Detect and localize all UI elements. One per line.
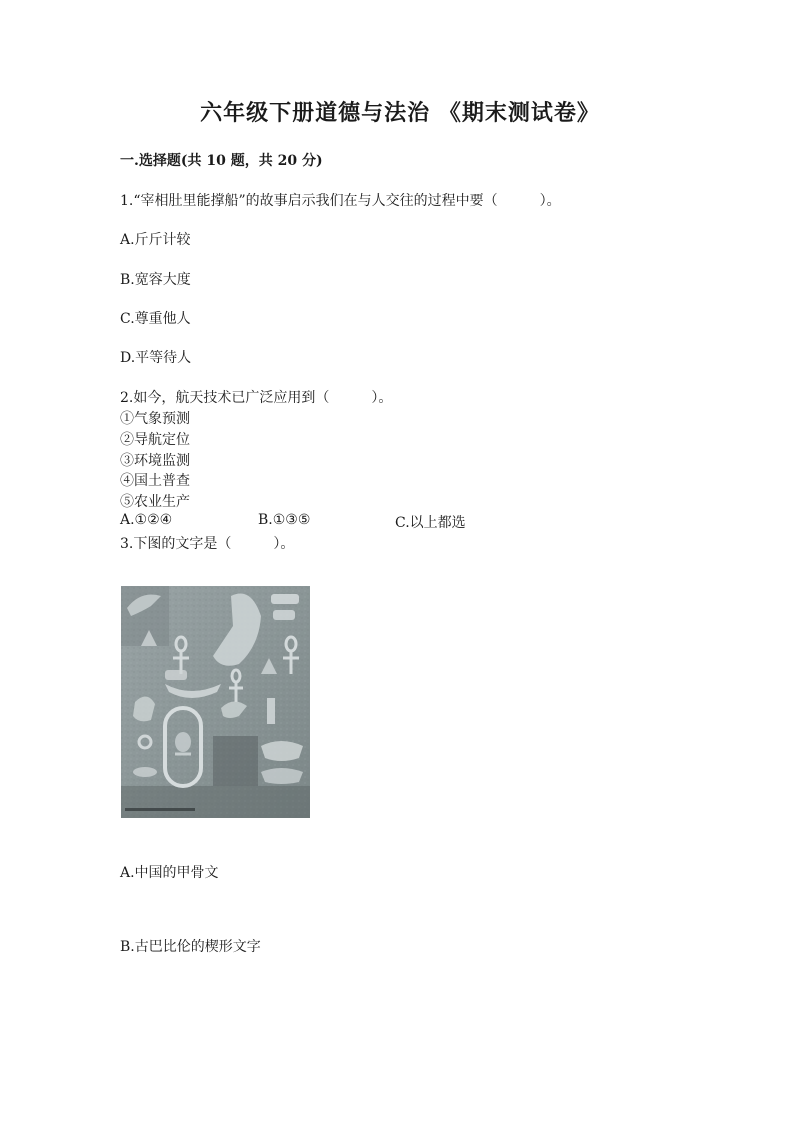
question-2-stem: 2.如今，航天技术已广泛应用到（ ）。 <box>120 390 393 406</box>
question-2-choice-b: B.①③⑤ <box>258 512 311 528</box>
question-2-choice-c: C.以上都选 <box>395 515 466 531</box>
question-3-stem: 3.下图的文字是（ ）。 <box>120 536 295 552</box>
exam-title: 六年级下册道德与法治 《期末测试卷》 <box>200 100 600 126</box>
question-2-item-1: ①气象预测 <box>120 411 190 427</box>
question-2-item-4: ④国土普查 <box>120 473 190 489</box>
question-1-option-a: A.斤斤计较 <box>120 232 191 248</box>
question-3-option-a: A.中国的甲骨文 <box>120 865 219 881</box>
hieroglyph-image <box>121 586 310 818</box>
question-1-option-b: B.宽容大度 <box>120 272 191 288</box>
question-2-item-2: ②导航定位 <box>120 432 190 448</box>
question-3-option-b: B.古巴比伦的楔形文字 <box>120 939 261 955</box>
question-2-item-5: ⑤农业生产 <box>120 494 190 510</box>
section-heading: 一.选择题(共 10 题，共 20 分) <box>120 153 323 169</box>
question-2-item-3: ③环境监测 <box>120 453 190 469</box>
question-1-option-d: D.平等待人 <box>120 350 192 366</box>
egyptian-hieroglyph-stone-photo <box>121 586 310 818</box>
question-1-option-c: C.尊重他人 <box>120 311 191 327</box>
question-1-stem: 1.“宰相肚里能撑船”的故事启示我们在与人交往的过程中要（ ）。 <box>120 193 561 209</box>
question-2-choice-a: A.①②④ <box>120 512 173 528</box>
